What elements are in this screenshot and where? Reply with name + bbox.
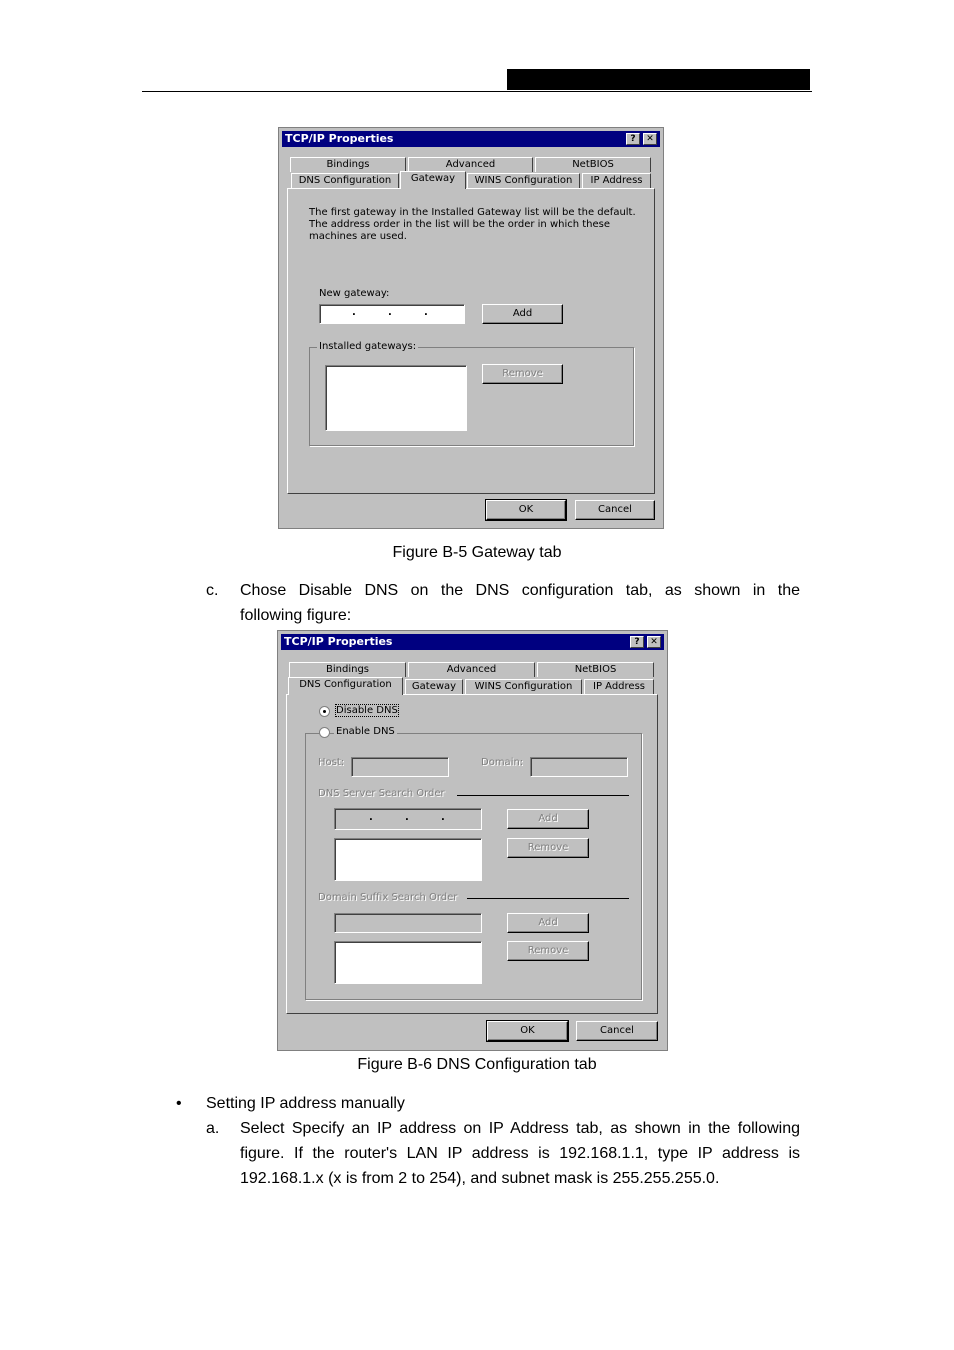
dns-server-list[interactable] — [334, 838, 482, 881]
description-line-1: The first gateway in the Installed Gateway list will be the default. — [309, 207, 636, 218]
description-line-2: The address order in the list will be the order in which these — [309, 219, 611, 230]
dialog-title: TCP/IP Properties — [285, 132, 394, 145]
dns-server-order-rule — [457, 795, 629, 796]
help-icon[interactable]: ? — [630, 636, 644, 648]
remove-dns-server-button[interactable]: Remove — [507, 838, 589, 858]
step-a-marker: a. — [206, 1120, 220, 1137]
domain-suffix-list[interactable] — [334, 941, 482, 984]
disable-dns-radio[interactable] — [319, 706, 330, 717]
new-gateway-label: New gateway: — [319, 288, 390, 299]
step-c-line-2: following figure: — [240, 607, 352, 624]
add-domain-suffix-button[interactable]: Add — [507, 913, 589, 933]
dns-server-ip-input[interactable]: . . . — [334, 808, 482, 830]
ok-button[interactable]: OK — [486, 500, 566, 520]
remove-domain-suffix-button[interactable]: Remove — [507, 941, 589, 961]
step-c-line-1: Chose Disable DNS on the DNS configuration tab, as shown in the — [240, 582, 800, 599]
dialog-titlebar — [282, 131, 660, 147]
tab-netbios[interactable]: NetBIOS — [537, 662, 654, 677]
step-a-line-1: Select Specify an IP address on IP Address tab, as shown in the following — [240, 1120, 800, 1137]
dialog-titlebar — [281, 634, 664, 650]
domain-suffix-order-rule — [467, 898, 629, 899]
close-icon[interactable]: ✕ — [643, 133, 657, 145]
dns-dialog — [277, 630, 668, 1051]
figure-caption-b5: Figure B-5 Gateway tab — [392, 544, 562, 561]
host-label: Host: — [318, 757, 345, 768]
tab-advanced[interactable]: Advanced — [408, 157, 533, 172]
ok-button[interactable]: OK — [487, 1021, 568, 1041]
domain-suffix-order-label: Domain Suffix Search Order — [318, 892, 458, 903]
remove-gateway-button[interactable]: Remove — [482, 364, 563, 384]
description-line-3: machines are used. — [309, 231, 407, 242]
step-a-line-2: figure. If the router's LAN IP address is 192.168.1.1, type IP address is — [240, 1145, 800, 1162]
cancel-button[interactable]: Cancel — [576, 1021, 658, 1041]
cancel-button[interactable]: Cancel — [575, 500, 655, 520]
header-rule — [142, 91, 812, 92]
tab-advanced[interactable]: Advanced — [408, 662, 535, 677]
tab-wins-configuration[interactable]: WINS Configuration — [467, 173, 580, 188]
tab-gateway[interactable]: Gateway — [400, 171, 466, 189]
domain-label: Domain: — [481, 757, 524, 768]
tab-dns-configuration[interactable]: DNS Configuration — [288, 677, 403, 695]
add-gateway-button[interactable]: Add — [482, 304, 563, 324]
tab-ip-address[interactable]: IP Address — [584, 679, 654, 694]
close-icon[interactable]: ✕ — [647, 636, 661, 648]
dialog-title: TCP/IP Properties — [284, 635, 393, 648]
host-input[interactable] — [351, 757, 449, 777]
bullet-marker: • — [176, 1095, 182, 1112]
tab-dns-configuration[interactable]: DNS Configuration — [291, 173, 399, 188]
tab-wins-configuration[interactable]: WINS Configuration — [465, 679, 582, 694]
installed-gateways-list[interactable] — [325, 365, 467, 431]
add-dns-server-button[interactable]: Add — [507, 809, 589, 829]
bullet-text: Setting IP address manually — [206, 1095, 405, 1112]
tab-gateway[interactable]: Gateway — [405, 679, 463, 694]
domain-suffix-input[interactable] — [334, 913, 482, 933]
tab-bindings[interactable]: Bindings — [290, 157, 406, 172]
tab-netbios[interactable]: NetBIOS — [535, 157, 651, 172]
gateway-panel — [287, 188, 655, 494]
figure-caption-b6: Figure B-6 DNS Configuration tab — [357, 1056, 597, 1073]
installed-gateways-label: Installed gateways: — [319, 341, 417, 352]
gateway-dialog — [278, 127, 664, 529]
disable-dns-label[interactable]: Disable DNS — [336, 705, 398, 716]
step-a-line-3: 192.168.1.x (x is from 2 to 254), and subnet mask is 255.255.255.0. — [240, 1170, 720, 1187]
tab-bindings[interactable]: Bindings — [289, 662, 406, 677]
header-bar — [507, 69, 810, 90]
new-gateway-input[interactable]: . . . — [319, 304, 465, 324]
domain-input[interactable] — [530, 757, 628, 777]
tab-ip-address[interactable]: IP Address — [582, 173, 651, 188]
dns-panel — [286, 694, 658, 1014]
help-icon[interactable]: ? — [626, 133, 640, 145]
step-c-marker: c. — [206, 582, 219, 599]
dns-server-order-label: DNS Server Search Order — [318, 788, 445, 799]
enable-dns-radio[interactable] — [319, 727, 330, 738]
enable-dns-label[interactable]: Enable DNS — [336, 726, 395, 737]
